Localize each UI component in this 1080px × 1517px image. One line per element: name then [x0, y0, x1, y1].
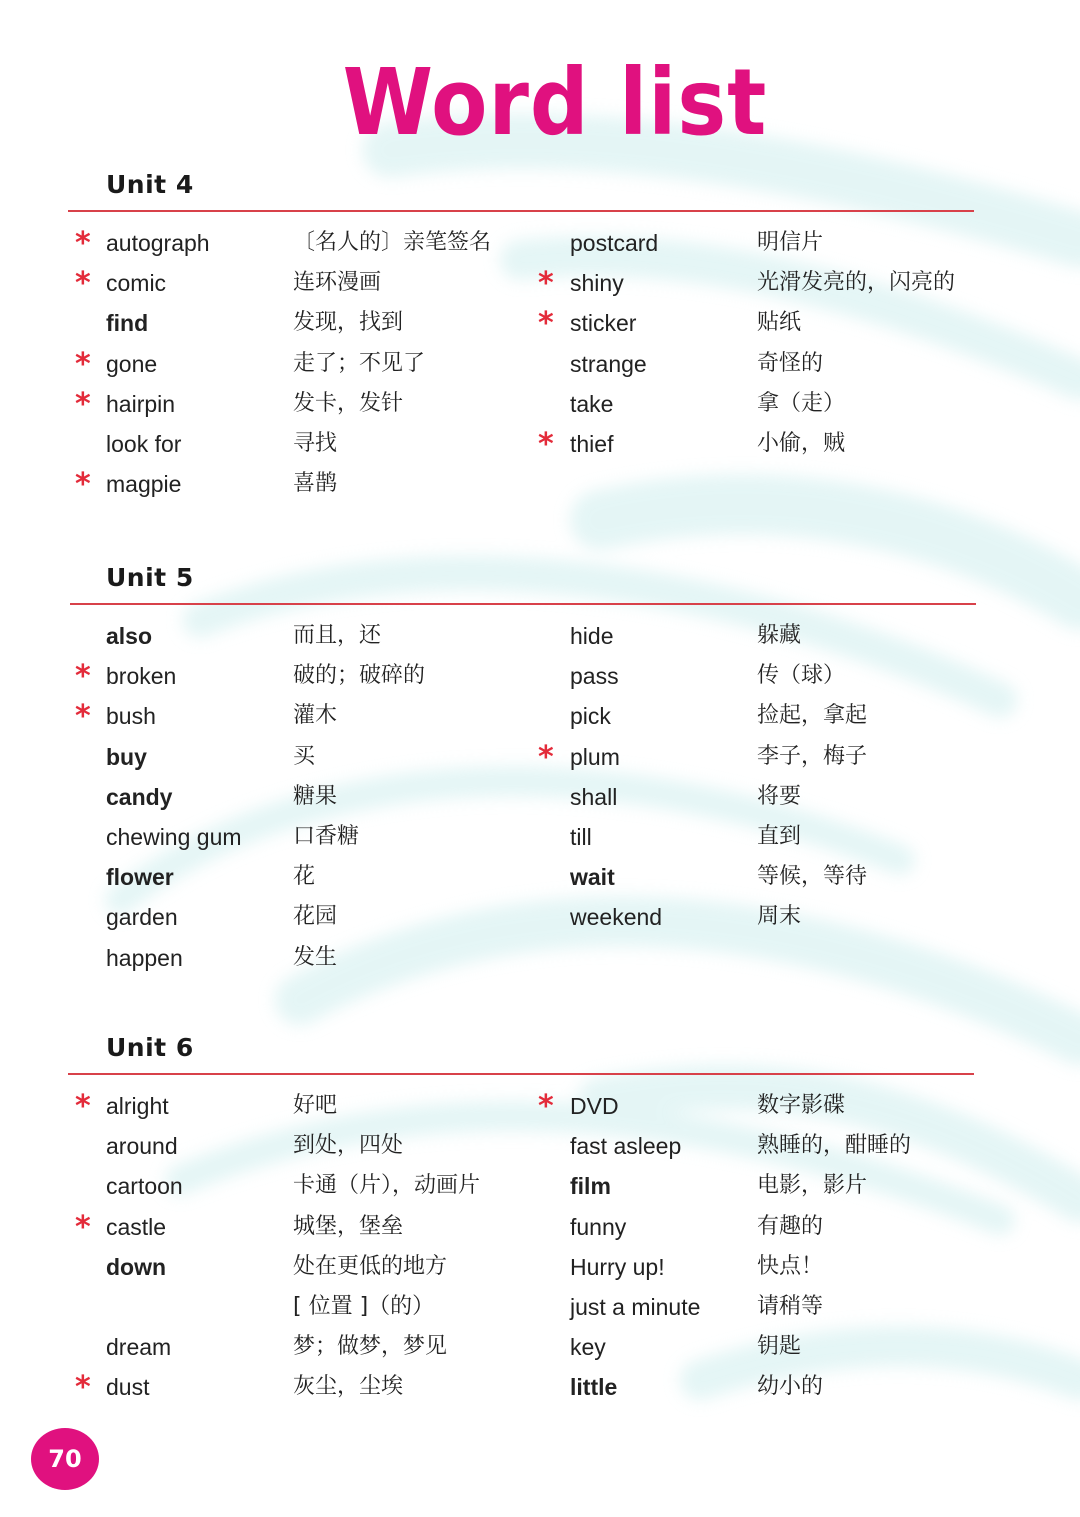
chinese-meaning: 发现，找到	[293, 310, 404, 336]
english-word: strange	[570, 350, 647, 377]
table-row	[0, 621, 1080, 661]
table-row	[0, 739, 1080, 782]
english-word: wait	[570, 864, 615, 891]
english-word: look for	[106, 430, 182, 457]
chinese-meaning: 将要	[757, 783, 802, 809]
chinese-meaning: 好吧	[293, 1093, 338, 1118]
chinese-meaning: 处在更低的地方	[293, 1253, 448, 1279]
english-word: chewing gum	[106, 823, 242, 850]
english-word: funny	[570, 1213, 627, 1240]
english-word: pick	[570, 703, 611, 730]
table-row	[0, 1131, 1080, 1171]
english-word: plum	[570, 743, 620, 770]
unit-divider	[68, 210, 974, 212]
chinese-meaning: 拿（走）	[757, 390, 846, 416]
unit-divider	[70, 603, 976, 605]
unit-title: Unit 4	[106, 170, 194, 199]
table-row	[0, 1332, 1080, 1372]
english-word: garden	[106, 904, 178, 931]
table-row	[0, 661, 1080, 701]
table-row	[0, 902, 1080, 942]
chinese-meaning: 熟睡的，酣睡的	[757, 1133, 912, 1159]
english-word: happen	[106, 944, 183, 971]
chinese-meaning: 捡起，拿起	[757, 703, 868, 729]
unit-title: Unit 6	[106, 1033, 194, 1062]
table-row	[0, 701, 1080, 741]
english-word: postcard	[570, 230, 659, 256]
english-word: around	[106, 1133, 178, 1160]
table-row	[0, 1209, 1080, 1252]
english-word: alright	[106, 1093, 169, 1119]
english-word: weekend	[570, 904, 663, 931]
chinese-meaning: 钥匙	[757, 1334, 802, 1360]
english-word: dream	[106, 1334, 172, 1361]
english-word: pass	[570, 663, 619, 690]
chinese-meaning: 传（球）	[757, 663, 846, 689]
chinese-meaning: 花园	[293, 904, 338, 930]
table-row	[0, 1372, 1080, 1412]
chinese-meaning: 卡通（片），动画片	[293, 1173, 481, 1199]
english-word: candy	[106, 783, 173, 810]
english-word: shall	[570, 783, 618, 810]
table-row	[0, 386, 1080, 429]
english-word: fast asleep	[570, 1133, 682, 1160]
table-row	[0, 308, 1080, 348]
star-icon: *	[538, 306, 554, 342]
chinese-meaning: 发生	[293, 944, 338, 970]
english-word: down	[106, 1253, 167, 1280]
english-word: DVD	[570, 1093, 619, 1119]
chinese-meaning: 灰尘，尘埃	[293, 1374, 404, 1400]
chinese-meaning: 连环漫画	[293, 270, 382, 296]
table-row	[0, 426, 1080, 469]
english-word: key	[570, 1334, 606, 1361]
english-word: flower	[106, 864, 174, 891]
unit-divider	[68, 1073, 974, 1075]
english-word: little	[570, 1374, 618, 1401]
star-icon: *	[538, 739, 554, 775]
table-row	[0, 822, 1080, 862]
star-icon: *	[538, 426, 554, 462]
chinese-meaning: 寻找	[293, 430, 338, 456]
star-icon: *	[75, 1370, 91, 1406]
table-row	[0, 228, 1080, 268]
english-word: Hurry up!	[570, 1253, 665, 1280]
table-row	[0, 1091, 1080, 1131]
page-number-badge: 70	[31, 1428, 99, 1490]
unit-title: Unit 5	[106, 563, 194, 592]
english-word: dust	[106, 1374, 150, 1401]
word-table	[0, 621, 1080, 983]
english-word: also	[106, 623, 153, 649]
star-icon: *	[75, 226, 91, 261]
table-row	[0, 943, 1080, 983]
english-word: shiny	[570, 270, 624, 297]
star-icon: *	[538, 266, 554, 302]
star-icon: *	[538, 1089, 554, 1124]
chinese-meaning: 躲藏	[757, 623, 802, 648]
chinese-meaning: 花	[293, 864, 316, 890]
english-word: hide	[570, 623, 614, 649]
english-word: till	[570, 823, 592, 850]
chinese-meaning: 有趣的	[757, 1213, 824, 1239]
table-row	[0, 1292, 1080, 1332]
chinese-meaning: 口香糖	[293, 823, 360, 849]
chinese-meaning: 买	[293, 743, 316, 769]
table-row	[0, 1252, 1080, 1292]
table-row	[0, 346, 1080, 389]
english-word: magpie	[106, 471, 182, 498]
chinese-meaning: 发卡，发针	[293, 390, 404, 416]
star-icon: *	[75, 699, 91, 735]
english-word: buy	[106, 743, 147, 770]
chinese-meaning: 〔名人的〕亲笔签名	[293, 230, 492, 255]
chinese-meaning: 直到	[757, 823, 802, 849]
english-word: film	[570, 1173, 611, 1200]
chinese-meaning: 走了；不见了	[293, 350, 426, 376]
chinese-meaning: [ 位置 ]（的）	[293, 1293, 435, 1319]
chinese-meaning: 明信片	[757, 230, 824, 255]
english-word: castle	[106, 1213, 167, 1240]
star-icon: *	[75, 346, 91, 382]
english-word: broken	[106, 663, 177, 690]
english-word: cartoon	[106, 1173, 183, 1200]
english-word: sticker	[570, 310, 637, 337]
star-icon: *	[75, 659, 91, 695]
page-title: Word list	[342, 50, 768, 157]
chinese-meaning: 破的；破碎的	[293, 663, 426, 689]
english-word: take	[570, 390, 614, 417]
chinese-meaning: 贴纸	[757, 310, 802, 336]
table-row	[0, 862, 1080, 902]
english-word: gone	[106, 350, 158, 377]
english-word: comic	[106, 270, 167, 297]
chinese-meaning: 梦；做梦，梦见	[293, 1334, 448, 1360]
chinese-meaning: 请稍等	[757, 1293, 824, 1319]
chinese-meaning: 快点！	[757, 1253, 824, 1279]
chinese-meaning: 电影，影片	[757, 1173, 868, 1199]
chinese-meaning: 而且，还	[293, 623, 382, 648]
chinese-meaning: 奇怪的	[757, 350, 824, 376]
english-word: hairpin	[106, 390, 176, 417]
chinese-meaning: 光滑发亮的，闪亮的	[757, 270, 956, 296]
star-icon: *	[75, 386, 91, 422]
word-table	[0, 1091, 1080, 1413]
chinese-meaning: 周末	[757, 904, 802, 930]
word-table	[0, 228, 1080, 509]
chinese-meaning: 到处，四处	[293, 1133, 404, 1159]
english-word: autograph	[106, 230, 210, 256]
chinese-meaning: 幼小的	[757, 1374, 824, 1400]
star-icon: *	[75, 1209, 91, 1245]
english-word: find	[106, 310, 149, 337]
chinese-meaning: 糖果	[293, 783, 338, 809]
english-word: thief	[570, 430, 614, 457]
star-icon: *	[75, 467, 91, 503]
chinese-meaning: 小偷，贼	[757, 430, 846, 456]
english-word: bush	[106, 703, 156, 730]
table-row	[0, 469, 1080, 509]
chinese-meaning: 李子，梅子	[757, 743, 868, 769]
table-row	[0, 782, 1080, 822]
table-row	[0, 1171, 1080, 1211]
chinese-meaning: 数字影碟	[757, 1093, 846, 1118]
chinese-meaning: 等候，等待	[757, 864, 868, 890]
table-row	[0, 268, 1080, 308]
chinese-meaning: 喜鹊	[293, 471, 338, 497]
star-icon: *	[75, 1089, 91, 1124]
chinese-meaning: 灌木	[293, 703, 338, 729]
english-word: just a minute	[570, 1293, 701, 1320]
star-icon: *	[75, 266, 91, 302]
chinese-meaning: 城堡，堡垒	[293, 1213, 404, 1239]
